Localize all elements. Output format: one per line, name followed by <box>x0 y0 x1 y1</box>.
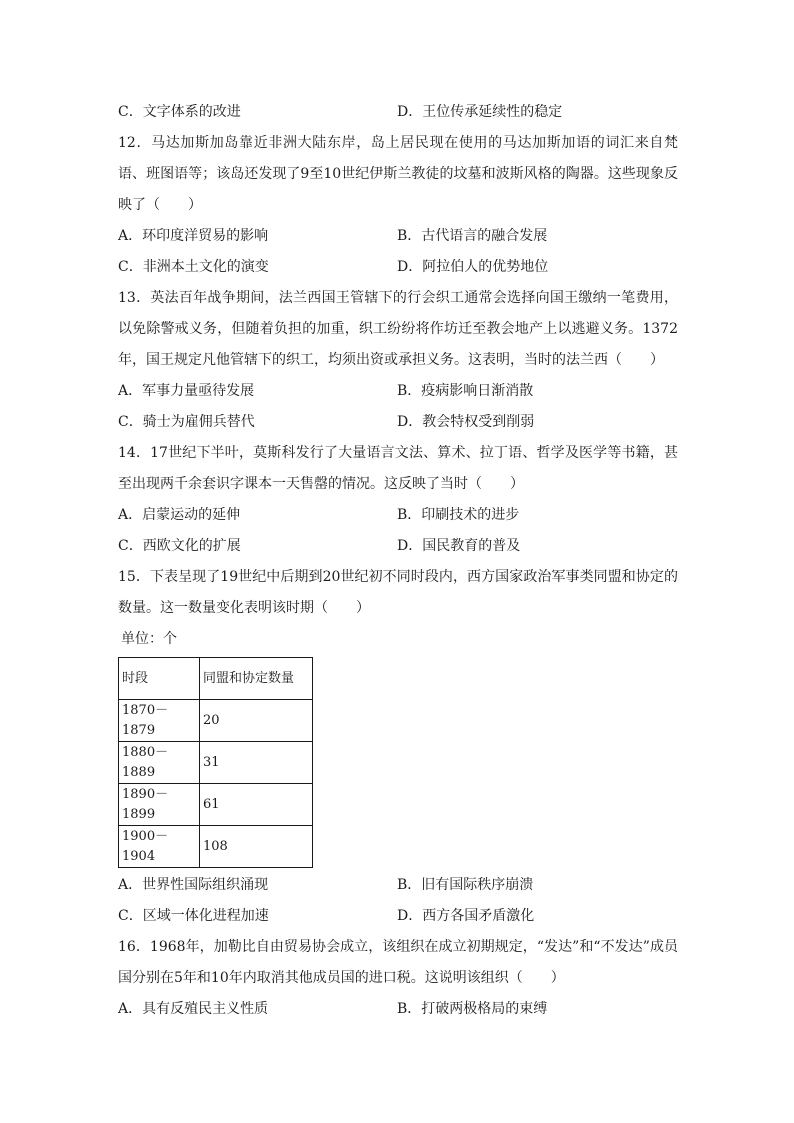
q15-option-c: C．区域一体化进程加速 <box>118 908 269 924</box>
q16-option-b: B．打破两极格局的束缚 <box>397 1001 548 1017</box>
q14-option-b: B．印刷技术的进步 <box>397 507 520 523</box>
q15-options-row-ab <box>118 870 678 901</box>
q15-data-table <box>118 657 313 868</box>
q14-option-d: D．国民教育的普及 <box>397 538 521 554</box>
table-row <box>119 700 313 742</box>
q15-options-row-cd <box>118 901 678 932</box>
table-row <box>119 742 313 784</box>
q11-option-c: C．文字体系的改进 <box>118 104 241 120</box>
q11-options-row-cd <box>118 97 678 128</box>
q15-option-b: B．旧有国际秩序崩溃 <box>397 877 534 893</box>
exam-page <box>118 97 678 1025</box>
q16-option-a: A．具有反殖民主义性质 <box>118 1001 269 1017</box>
q13-option-c: C．骑士为雇佣兵替代 <box>118 414 255 430</box>
q14-option-a: A．启蒙运动的延伸 <box>118 507 241 523</box>
table-cell-count: 31 <box>200 742 313 784</box>
q16-options-row-ab <box>118 994 678 1025</box>
q11-option-d: D．王位传承延续性的稳定 <box>397 104 563 120</box>
q12-option-d: D．阿拉伯人的优势地位 <box>397 259 549 275</box>
table-header-cell: 时段 <box>119 658 200 700</box>
q14-stem: 14．17世纪下半叶，莫斯科发行了大量语言文法、算术、拉丁语、哲学及医学等书籍，甚至出现两千余套识字课本一天售罄的情况。这反映了当时（ ） <box>118 445 678 492</box>
q14-options-row-ab <box>118 500 678 531</box>
table-header-row <box>119 658 313 700</box>
q13-options-row-cd <box>118 407 678 438</box>
table-row <box>119 784 313 826</box>
q12-stem: 12．马达加斯加岛靠近非洲大陆东岸，岛上居民现在使用的马达加斯加语的词汇来自梵语、班图语等；该岛还发现了9至10世纪伊斯兰教徒的坟墓和波斯风格的陶器。这些现象反映了（ ） <box>118 135 678 213</box>
table-cell-period: 1880－1889 <box>119 742 200 784</box>
table-cell-count: 61 <box>200 784 313 826</box>
q16-stem: 16．1968年，加勒比自由贸易协会成立，该组织在成立初期规定，“发达”和“不发达”成员国分别在5年和10年内取消其他成员国的进口税。这说明该组织（ ） <box>118 939 678 986</box>
table-header-cell: 同盟和协定数量 <box>200 658 313 700</box>
q15-option-a: A．世界性国际组织涌现 <box>118 877 269 893</box>
q12-options-row-ab <box>118 221 678 252</box>
q15-stem: 15．下表呈现了19世纪中后期到20世纪初不同时段内，西方国家政治军事类同盟和协定的数量。这一数量变化表明该时期（ ） <box>118 569 678 616</box>
table-cell-count: 20 <box>200 700 313 742</box>
q13-stem: 13．英法百年战争期间，法兰西国王管辖下的行会织工通常会选择向国王缴纳一笔费用，以免除警戒义务，但随着负担的加重，织工纷纷将作坊迁至教会地产上以逃避义务。1372年，国王规定凡他管辖下的织工，均须出资或承担义务。这表明，当时的法兰西（ ） <box>118 290 678 368</box>
table-row <box>119 826 313 868</box>
q13-option-d: D．教会特权受到削弱 <box>397 414 535 430</box>
q15-table-wrapper <box>118 657 678 868</box>
table-cell-period: 1890－1899 <box>119 784 200 826</box>
q14-options-row-cd <box>118 531 678 562</box>
table-cell-period: 1900－1904 <box>119 826 200 868</box>
table-cell-period: 1870－1879 <box>119 700 200 742</box>
q12-option-a: A．环印度洋贸易的影响 <box>118 228 269 244</box>
q15-table-unit: 单位：个 <box>121 631 177 647</box>
q13-option-a: A．军事力量亟待发展 <box>118 383 255 399</box>
q12-option-b: B．古代语言的融合发展 <box>397 228 548 244</box>
q12-option-c: C．非洲本土文化的演变 <box>118 259 269 275</box>
q12-options-row-cd <box>118 252 678 283</box>
table-cell-count: 108 <box>200 826 313 868</box>
q13-options-row-ab <box>118 376 678 407</box>
q15-option-d: D．西方各国矛盾激化 <box>397 908 535 924</box>
q13-option-b: B．疫病影响日渐消散 <box>397 383 534 399</box>
q14-option-c: C．西欧文化的扩展 <box>118 538 241 554</box>
